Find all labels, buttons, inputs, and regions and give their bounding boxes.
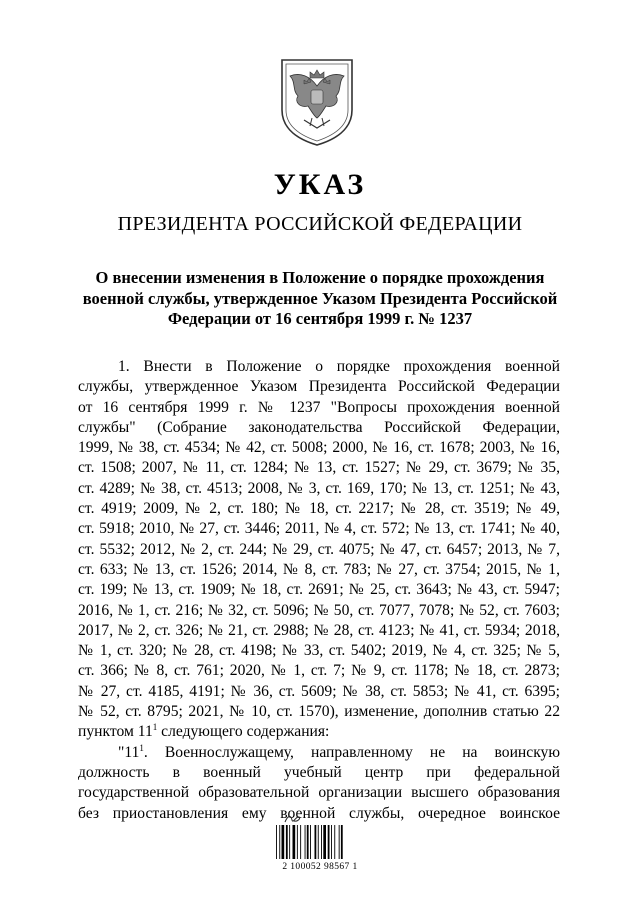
heading-line: военной службы, утвержденное Указом Президента Российской <box>82 288 558 308</box>
body-line: ст. 633; № 13, ст. 1526; 2014, № 8, ст. 783; № 27, ст. 3754; 2015, № 1, <box>78 560 560 578</box>
body-line: службы" (Собрание законодательства Российской Федерации, <box>78 418 560 436</box>
quote-number: "11 <box>118 743 140 761</box>
body-line: 1. Внести в Положение о порядке прохождения военной <box>118 358 560 375</box>
quote-line: государственной образовательной организации высшего образования <box>78 784 560 802</box>
body-line: ст. 1508; 2007, № 11, ст. 1284; № 13, ст. 1527; № 29, ст. 3679; № 35, <box>78 459 560 477</box>
body-line: ст. 4289; № 38, ст. 4513; 2008, № 3, ст. 169, 170; № 13, ст. 1251; № 43, <box>78 479 560 497</box>
quote-superscript: 1 <box>139 742 144 753</box>
document-body <box>78 357 560 824</box>
body-line: ст. 5532; 2012, № 2, ст. 244; № 29, ст. 4075; № 47, ст. 6457; 2013, № 7, <box>78 540 560 558</box>
point-text-tail: следующего содержания: <box>157 723 330 741</box>
signature-mark-icon <box>283 813 303 825</box>
document-barcode-block <box>260 813 380 873</box>
barcode-icon <box>276 825 364 859</box>
body-line: 2016, № 1, ст. 216; № 32, ст. 5096; № 50, ст. 7077, 7078; № 52, ст. 7603; <box>78 601 560 619</box>
quote-line: без приостановления ему военной службы, очередное воинское <box>78 804 560 822</box>
body-line: от 16 сентября 1999 г. № 1237 "Вопросы прохождения военной <box>78 398 560 416</box>
document-heading <box>70 268 570 330</box>
quote-line <box>78 743 560 763</box>
point-text: пунктом 11 <box>78 723 153 741</box>
barcode-number: 2 100052 98567 1 <box>282 862 358 872</box>
state-emblem-icon <box>274 54 360 148</box>
body-line: № 27, ст. 4185, 4191; № 36, ст. 5609; № 38, ст. 5853; № 41, ст. 6395; <box>78 682 560 700</box>
body-line-point <box>78 722 560 742</box>
body-line: 1999, № 38, ст. 4534; № 42, ст. 5008; 2000, № 16, ст. 1678; 2003, № 16, <box>78 439 560 457</box>
body-line: 2017, № 2, ст. 326; № 21, ст. 2988; № 28, ст. 4123; № 41, ст. 5934; 2018, <box>78 621 560 639</box>
heading-line: О внесении изменения в Положение о порядке прохождения <box>95 268 545 287</box>
heading-line: Федерации от 16 сентября 1999 г. № 1237 <box>167 309 473 328</box>
document-title: УКАЗ <box>273 168 367 201</box>
body-line: ст. 5918; 2010, № 27, ст. 3446; 2011, № 4, ст. 572; № 13, ст. 1741; № 40, <box>78 520 560 538</box>
document-issuer: ПРЕЗИДЕНТА РОССИЙСКОЙ ФЕДЕРАЦИИ <box>117 213 523 235</box>
body-line: ст. 366; № 8, ст. 761; 2020, № 1, ст. 7; № 9, ст. 1178; № 18, ст. 2873; <box>78 662 560 680</box>
body-line: службы, утвержденное Указом Президента Российской Федерации <box>78 378 560 396</box>
quote-line: должность в военный учебный центр при федеральной <box>78 763 560 781</box>
body-line: ст. 199; № 13, ст. 1909; № 18, ст. 2691; № 25, ст. 3643; № 43, ст. 5947; <box>78 581 560 599</box>
body-line: № 52, ст. 8795; 2021, № 10, ст. 1570), изменение, дополнив статью 22 <box>78 703 560 721</box>
body-line: ст. 4919; 2009, № 2, ст. 180; № 18, ст. 2217; № 28, ст. 3519; № 49, <box>78 500 560 518</box>
quote-text: . Военнослужащему, направленному не на воинскую <box>143 743 560 761</box>
point-superscript: 1 <box>152 722 158 733</box>
body-line: № 1, ст. 320; № 28, ст. 4198; № 33, ст. 5402; 2019, № 4, ст. 325; № 5, <box>78 642 560 660</box>
